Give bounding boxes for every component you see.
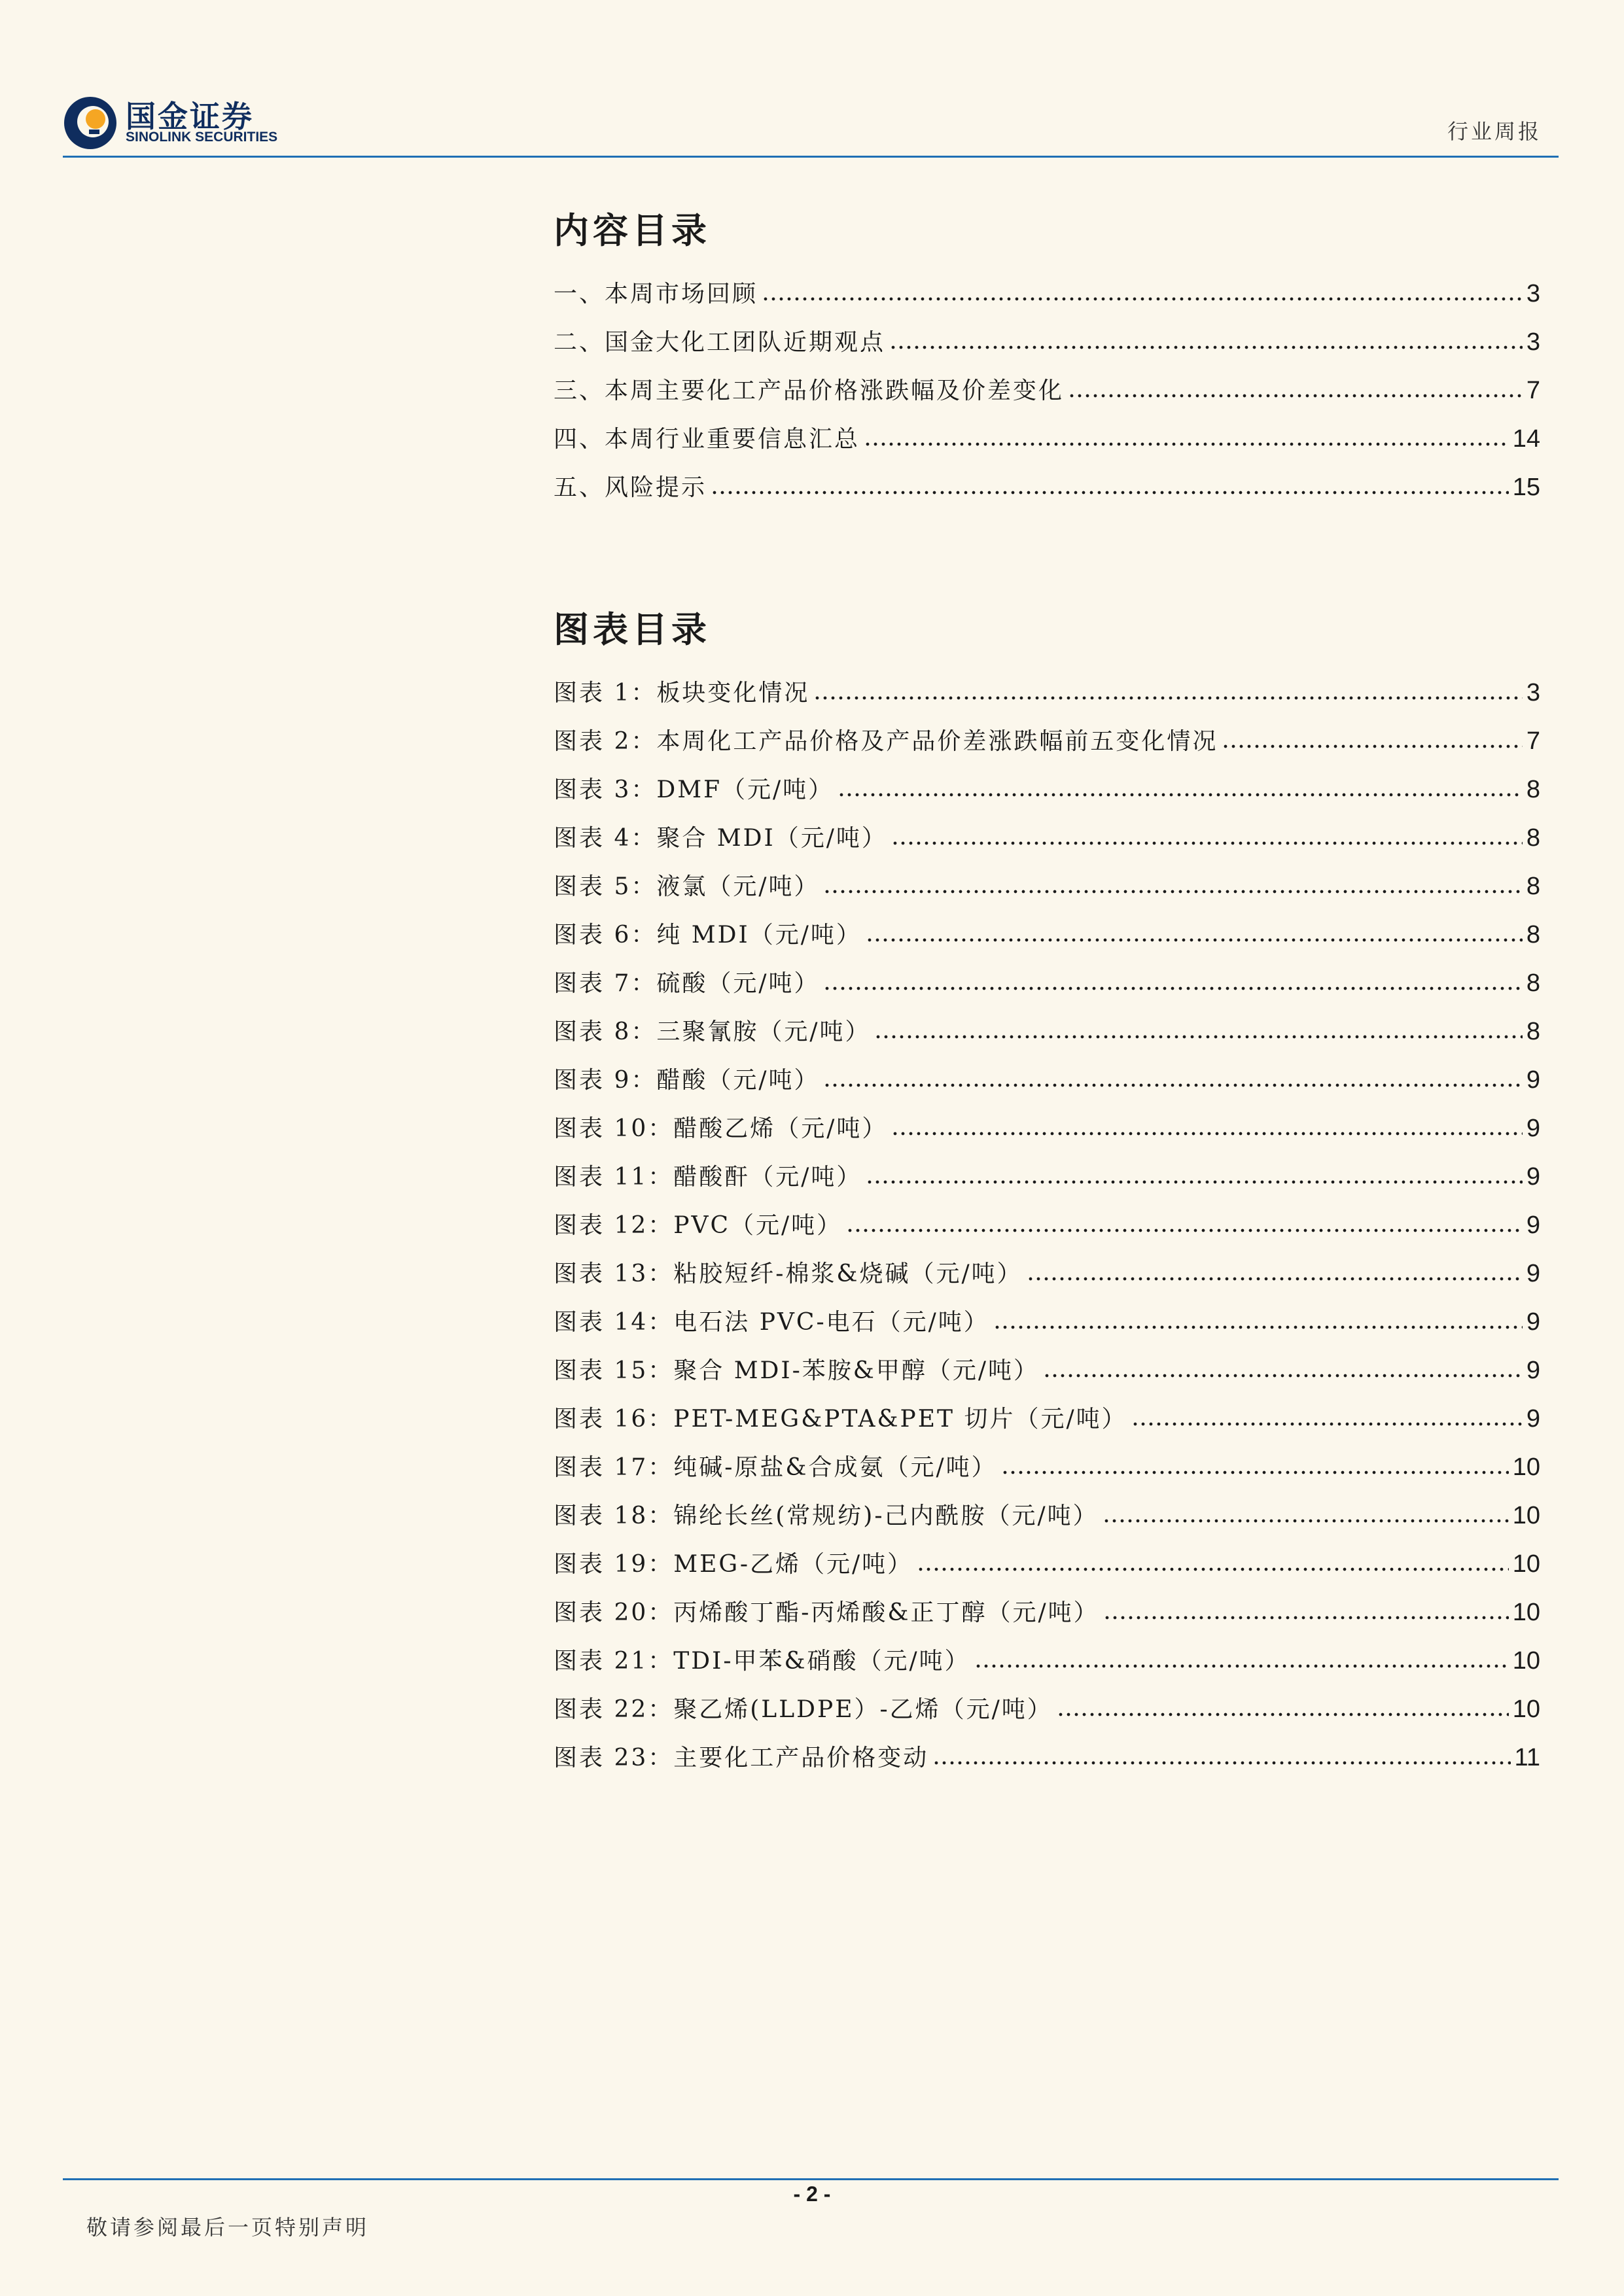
toc-entry[interactable] [554, 415, 1540, 463]
entry-page-number: 8 [1526, 776, 1540, 803]
dot-leader [866, 930, 1523, 943]
page-number: - 2 - [793, 2182, 831, 2206]
dot-leader [1027, 1268, 1523, 1281]
toc-entry[interactable] [554, 463, 1540, 512]
entry-page-number: 7 [1526, 377, 1540, 404]
figures-toc-title: 图表目录 [554, 608, 711, 650]
dot-leader [813, 687, 1523, 701]
figure-toc-entry[interactable] [554, 959, 1540, 1007]
entry-page-number: 11 [1514, 1744, 1540, 1771]
figure-toc-entry[interactable] [554, 1249, 1540, 1298]
entry-title: 图表 10：醋酸乙烯（元/吨） [554, 1115, 888, 1142]
entry-page-number: 8 [1526, 969, 1540, 997]
figure-toc-entry[interactable] [554, 1443, 1540, 1491]
report-type-label: 行业周报 [1447, 119, 1542, 144]
entry-page-number: 8 [1526, 1018, 1540, 1045]
entry-title: 四、本周行业重要信息汇总 [554, 426, 860, 453]
toc-entry[interactable] [554, 318, 1540, 366]
dot-leader [974, 1656, 1509, 1669]
entry-page-number: 9 [1526, 1308, 1540, 1336]
dot-leader [864, 434, 1509, 447]
entry-title: 图表 1：板块变化情况 [554, 680, 810, 706]
entry-title: 图表 9：醋酸（元/吨） [554, 1067, 820, 1094]
entry-page-number: 3 [1526, 280, 1540, 307]
dot-leader [823, 978, 1522, 991]
dot-leader [993, 1317, 1523, 1330]
dot-leader [823, 1075, 1522, 1088]
figure-toc-entry[interactable] [554, 1201, 1540, 1249]
dot-leader [1043, 1365, 1523, 1378]
contents-toc-title: 内容目录 [554, 209, 711, 251]
figure-toc-entry[interactable] [554, 717, 1540, 765]
entry-title: 图表 7：硫酸（元/吨） [554, 970, 820, 997]
figure-toc-entry[interactable] [554, 911, 1540, 959]
figure-toc-entry[interactable] [554, 1395, 1540, 1443]
entry-title: 图表 12：PVC（元/吨） [554, 1212, 843, 1239]
footer-divider [63, 2178, 1559, 2180]
entry-title: 三、本周主要化工产品价格涨跌幅及价差变化 [554, 377, 1065, 404]
entry-title: 图表 3：DMF（元/吨） [554, 776, 834, 803]
dot-leader [891, 1123, 1522, 1136]
entry-title: 图表 23：主要化工产品价格变动 [554, 1745, 929, 1771]
company-logo [63, 92, 300, 150]
entry-page-number: 14 [1512, 425, 1540, 453]
dot-leader [1103, 1510, 1509, 1523]
entry-title: 图表 5：液氯（元/吨） [554, 873, 820, 900]
dot-leader [891, 833, 1523, 846]
entry-title: 图表 11：醋酸酐（元/吨） [554, 1164, 862, 1191]
figure-toc-entry[interactable] [554, 669, 1540, 717]
entry-title: 图表 4：聚合 MDI（元/吨） [554, 825, 887, 852]
entry-page-number: 10 [1512, 1647, 1540, 1675]
entry-page-number: 3 [1526, 679, 1540, 706]
figure-toc-entry[interactable] [554, 1588, 1540, 1637]
entry-page-number: 8 [1526, 873, 1540, 900]
disclaimer-note: 敬请参阅最后一页特别声明 [86, 2215, 370, 2240]
dot-leader [823, 881, 1522, 894]
figure-toc-entry[interactable] [554, 1346, 1540, 1395]
figure-toc-entry[interactable] [554, 1298, 1540, 1346]
entry-title: 图表 14：电石法 PVC-电石（元/吨） [554, 1309, 989, 1336]
figure-toc-entry[interactable] [554, 862, 1540, 911]
entry-title: 图表 8：三聚氰胺（元/吨） [554, 1018, 871, 1045]
entry-page-number: 9 [1526, 1405, 1540, 1433]
figure-toc-entry[interactable] [554, 1733, 1540, 1782]
entry-title: 一、本周市场回顾 [554, 281, 758, 307]
entry-title: 图表 17：纯碱-原盐&合成氨（元/吨） [554, 1454, 997, 1481]
figure-toc-entry[interactable] [554, 1685, 1540, 1733]
dot-leader [917, 1559, 1509, 1572]
entry-page-number: 3 [1526, 328, 1540, 356]
entry-title: 图表 20：丙烯酸丁酯-丙烯酸&正丁醇（元/吨） [554, 1599, 1099, 1626]
entry-page-number: 10 [1512, 1502, 1540, 1529]
entry-page-number: 9 [1526, 1115, 1540, 1142]
entry-title: 图表 19：MEG-乙烯（元/吨） [554, 1551, 913, 1578]
entry-title: 图表 6：纯 MDI（元/吨） [554, 922, 862, 948]
figure-toc-entry[interactable] [554, 765, 1540, 814]
figures-toc-entries [554, 669, 1540, 1782]
figures-toc [554, 608, 1540, 1782]
dot-leader [1131, 1414, 1523, 1427]
figure-toc-entry[interactable] [554, 1007, 1540, 1056]
entry-title: 图表 15：聚合 MDI-苯胺&甲醇（元/吨） [554, 1357, 1039, 1384]
header-divider [63, 156, 1559, 158]
figure-toc-entry[interactable] [554, 1540, 1540, 1588]
sinolink-logo-icon [63, 96, 118, 150]
dot-leader [889, 337, 1523, 350]
figure-toc-entry[interactable] [554, 1637, 1540, 1685]
entry-page-number: 7 [1526, 727, 1540, 755]
entry-page-number: 10 [1512, 1696, 1540, 1723]
dot-leader [866, 1172, 1522, 1185]
entry-page-number: 10 [1512, 1550, 1540, 1578]
dot-leader [1057, 1704, 1509, 1717]
entry-page-number: 10 [1512, 1599, 1540, 1626]
entry-title: 图表 2：本周化工产品价格及产品价差涨跌幅前五变化情况 [554, 728, 1218, 755]
entry-title: 图表 22：聚乙烯(LLDPE）-乙烯（元/吨） [554, 1696, 1053, 1723]
toc-entry[interactable] [554, 270, 1540, 318]
entry-page-number: 10 [1512, 1453, 1540, 1481]
dot-leader [1222, 736, 1523, 749]
entry-page-number: 9 [1526, 1066, 1540, 1094]
dot-leader [874, 1026, 1522, 1039]
toc-entry[interactable] [554, 366, 1540, 415]
dot-leader [1103, 1607, 1509, 1620]
dot-leader [932, 1752, 1510, 1765]
entry-title: 图表 13：粘胶短纤-棉浆&烧碱（元/吨） [554, 1261, 1023, 1287]
entry-title: 图表 16：PET-MEG&PTA&PET 切片（元/吨） [554, 1406, 1127, 1433]
entry-page-number: 15 [1512, 474, 1540, 501]
entry-title: 图表 21：TDI-甲苯&硝酸（元/吨） [554, 1648, 970, 1675]
dot-leader [846, 1220, 1523, 1233]
figure-toc-entry[interactable] [554, 814, 1540, 862]
dot-leader [1001, 1462, 1509, 1475]
figure-toc-entry[interactable] [554, 1104, 1540, 1153]
entry-title: 图表 18：锦纶长丝(常规纺)-己内酰胺（元/吨） [554, 1503, 1099, 1529]
dot-leader [838, 784, 1523, 797]
entry-page-number: 9 [1526, 1260, 1540, 1287]
figure-toc-entry[interactable] [554, 1153, 1540, 1201]
page-header [63, 92, 1559, 157]
dot-leader [762, 288, 1523, 302]
entry-page-number: 9 [1526, 1163, 1540, 1191]
entry-page-number: 8 [1526, 824, 1540, 852]
dot-leader [1068, 385, 1523, 398]
contents-toc-entries [554, 270, 1540, 512]
figure-toc-entry[interactable] [554, 1491, 1540, 1540]
entry-title: 五、风险提示 [554, 474, 707, 501]
entry-page-number: 8 [1526, 921, 1540, 948]
figure-toc-entry[interactable] [554, 1056, 1540, 1104]
entry-page-number: 9 [1526, 1211, 1540, 1239]
entry-page-number: 9 [1526, 1357, 1540, 1384]
dot-leader [711, 482, 1509, 495]
logo-brand-cn: 国金证券 [126, 99, 254, 134]
entry-title: 二、国金大化工团队近期观点 [554, 329, 886, 356]
logo-brand-en: SINOLINK SECURITIES [126, 130, 278, 145]
contents-toc [554, 209, 1540, 512]
